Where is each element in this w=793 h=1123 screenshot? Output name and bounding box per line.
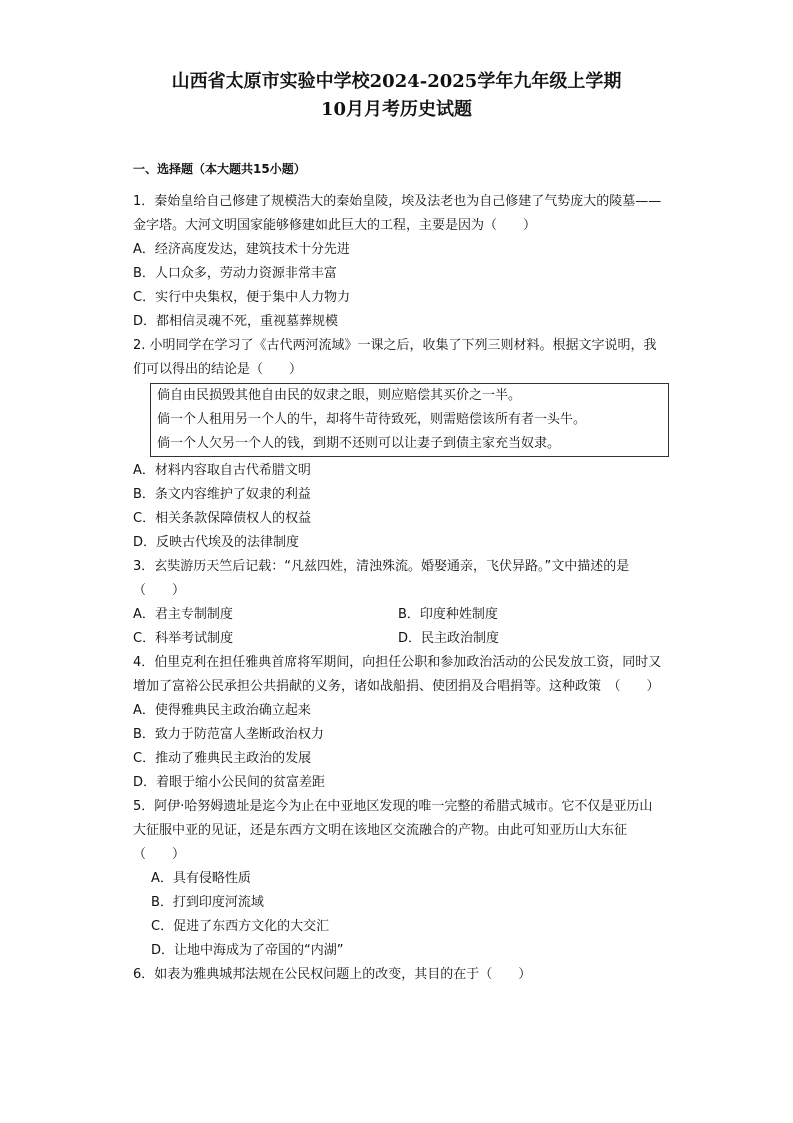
option-d: D．反映古代埃及的法律制度 bbox=[133, 535, 300, 550]
option-d: D．都相信灵魂不死，重视墓葬规模 bbox=[133, 314, 339, 329]
option-b: B．条文内容维护了奴隶的利益 bbox=[133, 487, 311, 502]
material-line-2: 倘一个人租用另一个人的牛，却将牛苛待致死，则需赔偿该所有者一头牛。 bbox=[157, 412, 587, 427]
question-stem: 3．玄奘游历天竺后记载：“凡兹四姓，清浊殊流。婚娶通亲，飞伏异路。”文中描述的是（ ） bbox=[133, 559, 630, 598]
material-line-1: 倘自由民损毁其他自由民的奴隶之眼，则应赔偿其买价之一半。 bbox=[157, 388, 522, 403]
option-d: D．着眼于缩小公民间的贫富差距 bbox=[133, 775, 326, 790]
option-c: C．促进了东西方文化的大交汇 bbox=[151, 919, 330, 934]
option-d: D．让地中海成为了帝国的“内湖” bbox=[151, 943, 344, 958]
section-heading: 一、选择题（本大题共15小题） bbox=[133, 162, 306, 176]
option-c: C．实行中央集权，便于集中人力物力 bbox=[133, 290, 351, 305]
option-a: A．材料内容取自古代希腊文明 bbox=[133, 463, 311, 478]
question-5 bbox=[133, 795, 663, 963]
option-d: D．民主政治制度 bbox=[398, 631, 500, 646]
question-stem: 4．伯里克利在担任雅典首席将军期间，向担任公职和参加政治活动的公民发放工资，同时又增加了富裕公民承担公共捐献的义务，诸如战船捐、使团捐及合唱捐等。这种政策 （ ） bbox=[133, 655, 662, 694]
option-c: C．推动了雅典民主政治的发展 bbox=[133, 751, 312, 766]
option-a: A．经济高度发达，建筑技术十分先进 bbox=[133, 242, 350, 257]
question-1 bbox=[133, 190, 663, 334]
question-list bbox=[133, 190, 663, 987]
question-stem: 6．如表为雅典城邦法规在公民权问题上的改变，其目的在于（ ） bbox=[133, 967, 532, 982]
material-box bbox=[150, 383, 669, 457]
question-3 bbox=[133, 555, 663, 651]
document-title-line2: 10月月考历史试题 bbox=[320, 99, 473, 120]
option-b: B．人口众多，劳动力资源非常丰富 bbox=[133, 266, 337, 281]
option-b: B．印度种姓制度 bbox=[398, 607, 498, 622]
option-c: C．相关条款保障债权人的权益 bbox=[133, 511, 312, 526]
question-stem: 2. 小明同学在学习了《古代两河流域》一课之后，收集了下列三则材料。根据文字说明，我们可以得出的结论是（ ） bbox=[133, 338, 657, 377]
option-row-2 bbox=[133, 627, 663, 651]
document-title-line1: 山西省太原市实验中学校2024-2025学年九年级上学期 bbox=[171, 71, 622, 92]
option-a: A．具有侵略性质 bbox=[151, 871, 251, 886]
option-b: B．打到印度河流域 bbox=[151, 895, 264, 910]
option-a: A．使得雅典民主政治确立起来 bbox=[133, 703, 311, 718]
question-2 bbox=[133, 334, 663, 555]
question-stem: 5．阿伊·哈努姆遗址是迄今为止在中亚地区发现的唯一完整的希腊式城市。它不仅是亚历山大征服中亚的见证，还是东西方文明在该地区交流融合的产物。由此可知亚历山大东征（ ） bbox=[133, 799, 653, 862]
question-6 bbox=[133, 963, 663, 987]
option-row-1 bbox=[133, 603, 663, 627]
option-c: C．科举考试制度 bbox=[133, 631, 234, 646]
question-stem: 1．秦始皇给自己修建了规模浩大的秦始皇陵，埃及法老也为自己修建了气势庞大的陵墓——金字塔。大河文明国家能够修建如此巨大的工程，主要是因为（ ） bbox=[133, 194, 662, 233]
option-a: A．君主专制制度 bbox=[133, 607, 233, 622]
question-4 bbox=[133, 651, 663, 795]
material-line-3: 倘一个人欠另一个人的钱，到期不还则可以让妻子到债主家充当奴隶。 bbox=[157, 436, 561, 451]
option-b: B．致力于防范富人垄断政治权力 bbox=[133, 727, 324, 742]
